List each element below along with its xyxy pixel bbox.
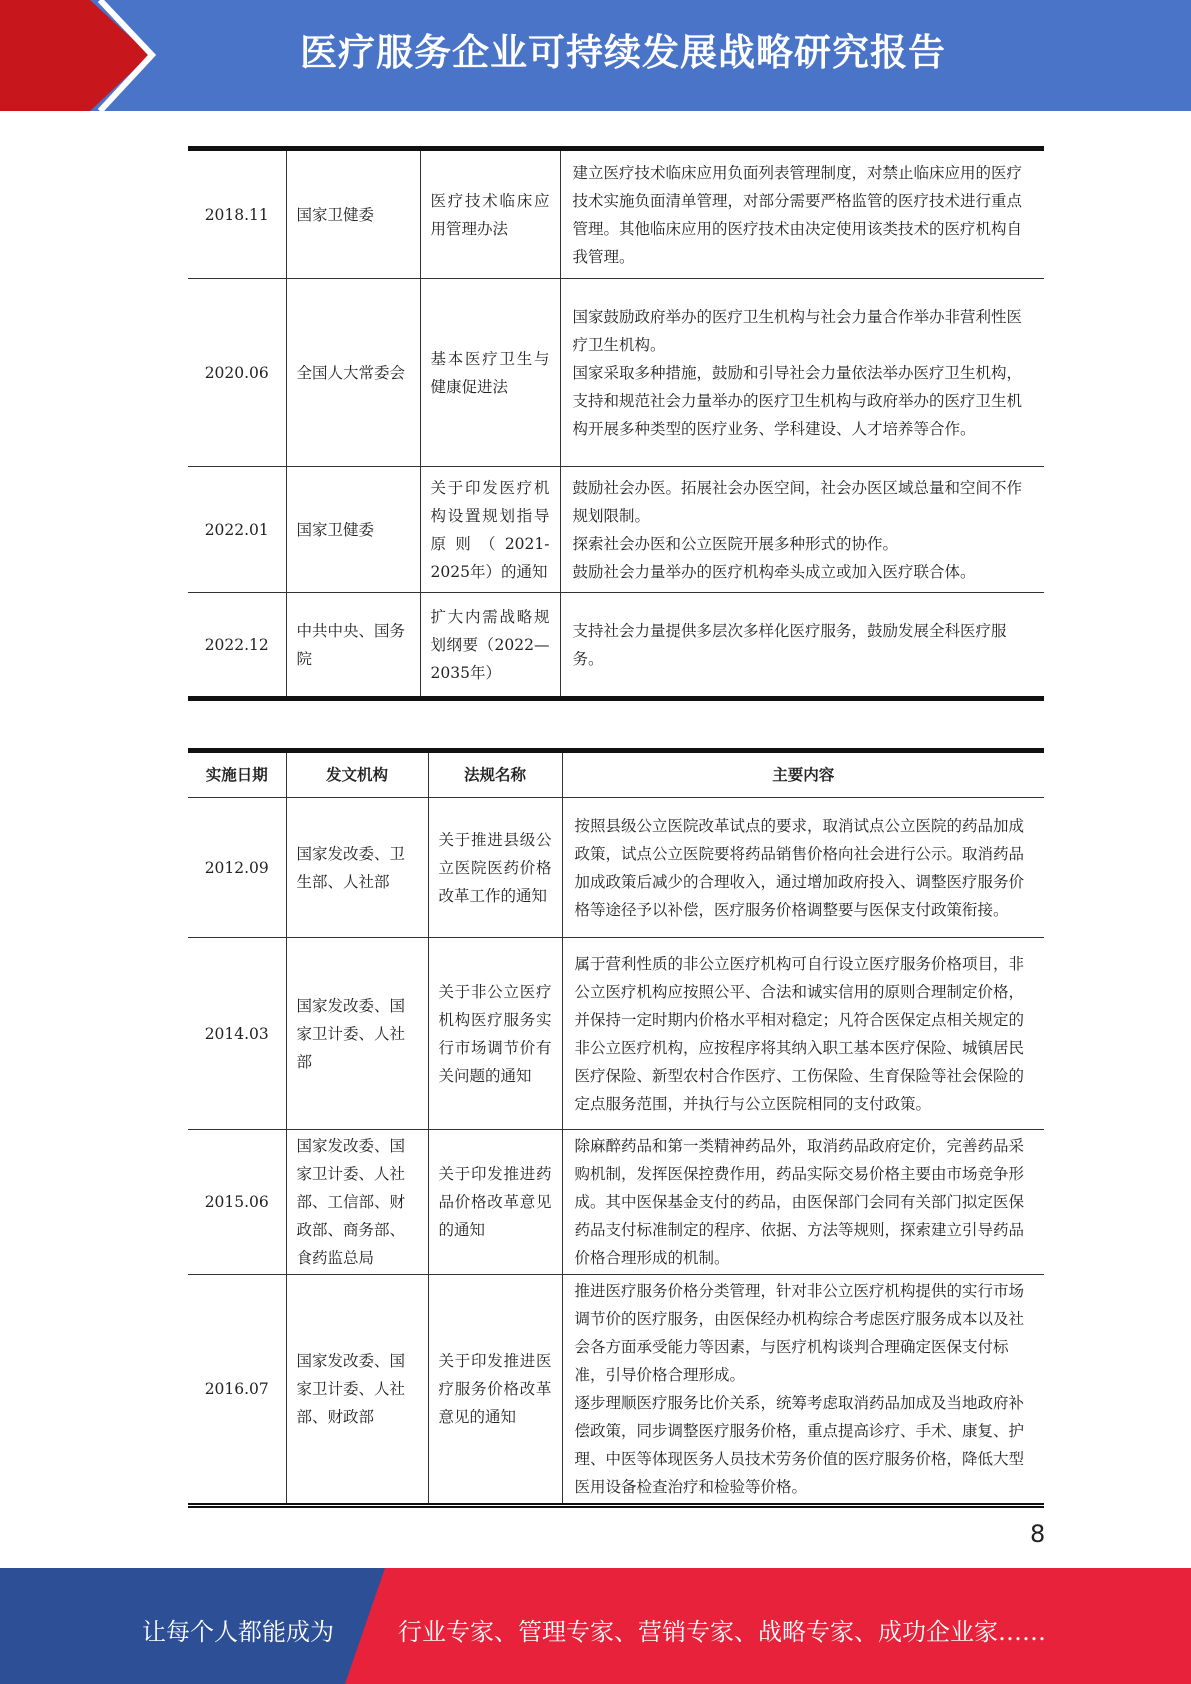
content-cell bbox=[560, 593, 1044, 699]
table-row bbox=[188, 798, 1044, 938]
page-header bbox=[0, 0, 1191, 111]
column-header-date: 实施日期 bbox=[188, 751, 286, 798]
table-row bbox=[188, 467, 1044, 593]
footer-slogan-right: 行业专家、管理专家、营销专家、战略专家、成功企业家…… bbox=[398, 1618, 1046, 1646]
column-header-org: 发文机构 bbox=[286, 751, 428, 798]
report-title: 医疗服务企业可持续发展战略研究报告 bbox=[300, 31, 946, 74]
date-cell: 2020.06 bbox=[188, 279, 286, 467]
content-paragraph: 鼓励社会办医。拓展社会办医空间，社会办医区域总量和空间不作规划限制。 bbox=[572, 478, 1023, 525]
org-cell: 国家发改委、国家卫计委、人社部 bbox=[286, 938, 428, 1130]
date-cell: 2012.09 bbox=[188, 798, 286, 938]
content-paragraph: 支持社会力量提供多层次多样化医疗服务，鼓励发展全科医疗服务。 bbox=[572, 621, 1007, 668]
regulation-title-cell: 基本医疗卫生与健康促进法 bbox=[420, 279, 560, 467]
column-header-title: 法规名称 bbox=[428, 751, 562, 798]
page-number: 8 bbox=[1030, 1520, 1046, 1548]
regulation-title-cell: 医疗技术临床应用管理办法 bbox=[420, 149, 560, 279]
table-row bbox=[188, 279, 1044, 467]
policy-table-continued bbox=[188, 146, 1044, 701]
content-paragraph: 鼓励社会力量举办的医疗机构牵头成立或加入医疗联合体。 bbox=[572, 562, 976, 581]
org-cell: 全国人大常委会 bbox=[286, 279, 420, 467]
regulation-title-cell: 关于印发推进医疗服务价格改革意见的通知 bbox=[428, 1275, 562, 1506]
table-row bbox=[188, 938, 1044, 1130]
org-cell: 国家卫健委 bbox=[286, 149, 420, 279]
date-cell: 2022.01 bbox=[188, 467, 286, 593]
content-cell bbox=[562, 798, 1044, 938]
date-cell: 2014.03 bbox=[188, 938, 286, 1130]
content-cell bbox=[560, 149, 1044, 279]
table-row bbox=[188, 593, 1044, 699]
regulation-title-cell: 扩大内需战略规划纲要（2022—2035年） bbox=[420, 593, 560, 699]
date-cell: 2015.06 bbox=[188, 1130, 286, 1275]
org-cell: 国家发改委、国家卫计委、人社部、工信部、财政部、商务部、食药监总局 bbox=[286, 1130, 428, 1275]
price-policy-table bbox=[188, 748, 1044, 1508]
regulation-title-cell: 关于非公立医疗机构医疗服务实行市场调节价有关问题的通知 bbox=[428, 938, 562, 1130]
content-cell bbox=[562, 938, 1044, 1130]
regulation-title-cell: 关于印发推进药品价格改革意见的通知 bbox=[428, 1130, 562, 1275]
content-paragraph: 建立医疗技术临床应用负面列表管理制度，对禁止临床应用的医疗技术实施负面清单管理，对部分需要严格监管的医疗技术进行重点管理。其他临床应用的医疗技术由决定使用该类技术的医疗机构自我管理。 bbox=[572, 163, 1023, 266]
content-paragraph: 逐步理顺医疗服务比价关系，统筹考虑取消药品加成及当地政府补偿政策，同步调整医疗服务价格，重点提高诊疗、手术、康复、护理、中医等体现医务人员技术劳务价值的医疗服务价格，降低大型医用设备检查治疗和检验等价格。 bbox=[574, 1394, 1025, 1496]
content-paragraph: 探索社会办医和公立医院开展多种形式的协作。 bbox=[572, 534, 899, 553]
date-cell: 2022.12 bbox=[188, 593, 286, 699]
page-footer bbox=[0, 1568, 1191, 1684]
table-row bbox=[188, 1275, 1044, 1506]
content-paragraph: 按照县级公立医院改革试点的要求，取消试点公立医院的药品加成政策，试点公立医院要将药品销售价格向社会进行公示。取消药品加成政策后减少的合理收入，通过增加政府投入、调整医疗服务价格等途径予以补偿，医疗服务价格调整要与医保支付政策衔接。 bbox=[574, 816, 1025, 919]
org-cell: 国家发改委、卫生部、人社部 bbox=[286, 798, 428, 938]
date-cell: 2016.07 bbox=[188, 1275, 286, 1506]
footer-slogan-left: 让每个人都能成为 bbox=[142, 1618, 334, 1646]
content-cell bbox=[562, 1275, 1044, 1506]
regulation-title-cell: 关于推进县级公立医院医药价格改革工作的通知 bbox=[428, 798, 562, 938]
org-cell: 中共中央、国务院 bbox=[286, 593, 420, 699]
content-paragraph: 推进医疗服务价格分类管理，针对非公立医疗机构提供的实行市场调节价的医疗服务，由医保经办机构综合考虑医疗服务成本以及社会各方面承受能力等因素，与医疗机构谈判合理确定医保支付标准，引导价格合理形成。 bbox=[574, 1282, 1025, 1384]
regulation-title-cell: 关于印发医疗机构设置规划指导原则（2021-2025年）的通知 bbox=[420, 467, 560, 593]
content-paragraph: 除麻醉药品和第一类精神药品外，取消药品政府定价，完善药品采购机制，发挥医保控费作用，药品实际交易价格主要由市场竞争形成。其中医保基金支付的药品，由医保部门会同有关部门拟定医保药品支付标准制定的程序、依据、方法等规则，探索建立引导药品价格合理形成的机制。 bbox=[574, 1137, 1025, 1267]
org-cell: 国家发改委、国家卫计委、人社部、财政部 bbox=[286, 1275, 428, 1506]
date-cell: 2018.11 bbox=[188, 149, 286, 279]
content-paragraph: 属于营利性质的非公立医疗机构可自行设立医疗服务价格项目，非公立医疗机构应按照公平、合法和诚实信用的原则合理制定价格，并保持一定时期内价格水平相对稳定；凡符合医保定点相关规定的非公立医疗机构，应按程序将其纳入职工基本医疗保险、城镇居民医疗保险、新型农村合作医疗、工伤保险、生育保险等社会保险的定点服务范围，并执行与公立医院相同的支付政策。 bbox=[574, 954, 1025, 1113]
table-row bbox=[188, 1130, 1044, 1275]
content-cell bbox=[560, 467, 1044, 593]
content-paragraph: 国家鼓励政府举办的医疗卫生机构与社会力量合作举办非营利性医疗卫生机构。 bbox=[572, 307, 1023, 354]
column-header-content: 主要内容 bbox=[562, 751, 1044, 798]
table-row bbox=[188, 149, 1044, 279]
org-cell: 国家卫健委 bbox=[286, 467, 420, 593]
content-cell bbox=[562, 1130, 1044, 1275]
content-paragraph: 国家采取多种措施，鼓励和引导社会力量依法举办医疗卫生机构，支持和规范社会力量举办的医疗卫生机构与政府举办的医疗卫生机构开展多种类型的医疗业务、学科建设、人才培养等合作。 bbox=[572, 363, 1023, 438]
content-cell bbox=[560, 279, 1044, 467]
table-header-row bbox=[188, 751, 1044, 798]
